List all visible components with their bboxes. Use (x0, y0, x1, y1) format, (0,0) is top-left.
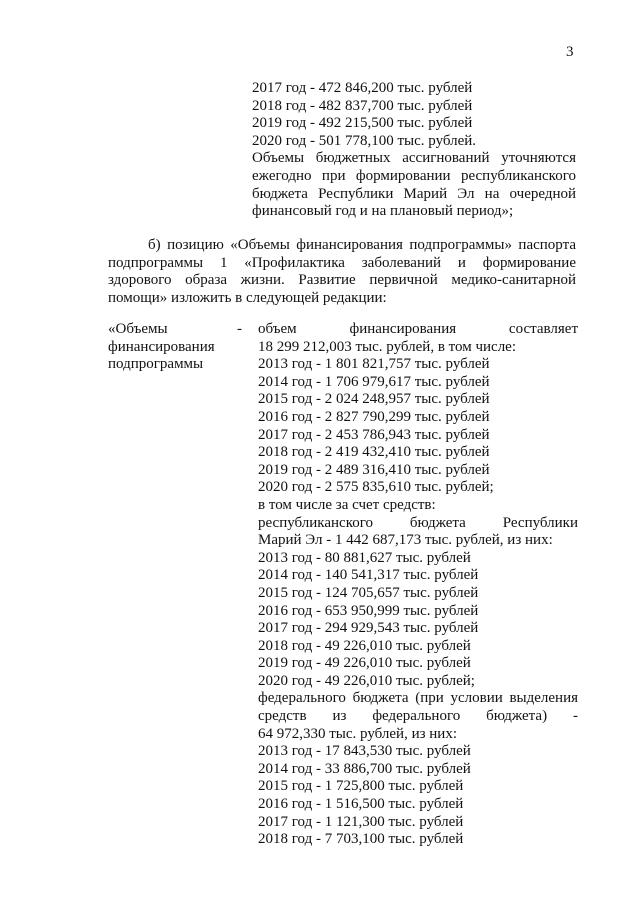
federal-line: 64 972,330 тыс. рублей, из них: (258, 725, 457, 742)
year-line: 2020 год - 501 778,100 тыс. рублей. (252, 132, 477, 149)
year-line: 2013 год - 80 881,627 тыс. рублей (258, 549, 471, 566)
year-line: 2014 год - 1 706 979,617 тыс. рублей (258, 373, 490, 390)
label-line: «Объемы (108, 321, 168, 337)
year-line: 2013 год - 1 801 821,757 тыс. рублей (258, 356, 490, 373)
year-line: 2020 год - 49 226,010 тыс. рублей; (258, 672, 475, 689)
year-line: 2016 год - 653 950,999 тыс. рублей (258, 602, 479, 619)
year-line: 2015 год - 1 725,800 тыс. рублей (258, 778, 464, 795)
paragraph-line: б) позицию «Объемы финансирования подпрограммы» паспорта (148, 237, 576, 253)
table-dash: - (237, 321, 242, 337)
table-label-column (108, 321, 238, 374)
including-label: в том числе за счет средств: (258, 496, 436, 513)
year-line: 2018 год - 2 419 432,410 тыс. рублей (258, 444, 490, 461)
year-line: 2019 год - 492 215,500 тыс. рублей (252, 115, 473, 132)
note-line: Объемы бюджетных ассигнований уточняются (252, 150, 576, 167)
year-line: 2018 год - 482 837,700 тыс. рублей (252, 97, 473, 114)
paragraph-line: помощи» изложить в следующей редакции: (108, 289, 387, 306)
year-line: 2019 год - 2 489 316,410 тыс. рублей (258, 461, 490, 478)
year-line: 2020 год - 2 575 835,610 тыс. рублей; (258, 479, 494, 496)
year-line: 2019 год - 49 226,010 тыс. рублей (258, 655, 471, 672)
total-line: 18 299 212,003 тыс. рублей, в том числе: (258, 338, 517, 355)
note-line: бюджета Республики Марий Эл на очередной (252, 185, 576, 202)
year-line: 2016 год - 1 516,500 тыс. рублей (258, 796, 464, 813)
year-line: 2014 год - 33 886,700 тыс. рублей (258, 760, 471, 777)
label-line: подпрограммы (108, 356, 204, 373)
year-line: 2016 год - 2 827 790,299 тыс. рублей (258, 408, 490, 425)
year-line: 2017 год - 1 121,300 тыс. рублей (258, 813, 464, 830)
table-value-column (258, 321, 578, 849)
note-line: ежегодно при формировании республиканского (252, 167, 576, 184)
year-line: 2013 год - 17 843,530 тыс. рублей (258, 743, 471, 760)
federal-line: средств из федерального бюджета) - (258, 708, 578, 725)
label-line: финансирования (108, 338, 215, 355)
year-line: 2018 год - 7 703,100 тыс. рублей (258, 831, 464, 848)
republican-line: Марий Эл - 1 442 687,173 тыс. рублей, из них: (258, 532, 553, 549)
top-funding-block (252, 80, 576, 221)
federal-line: федерального бюджета (при условии выделения (258, 690, 578, 707)
paragraph-b (108, 237, 576, 307)
year-line: 2018 год - 49 226,010 тыс. рублей (258, 637, 471, 654)
paragraph-line: подпрограммы 1 «Профилактика заболеваний и формирование (108, 254, 576, 271)
year-line: 2014 год - 140 541,317 тыс. рублей (258, 567, 479, 584)
note-line: финансовый год и на плановый период»; (252, 203, 514, 220)
total-line: объем финансирования составляет (258, 321, 578, 337)
republican-line: республиканского бюджета Республики (258, 514, 578, 531)
year-line: 2017 год - 472 846,200 тыс. рублей (252, 80, 473, 96)
year-line: 2015 год - 124 705,657 тыс. рублей (258, 584, 479, 601)
year-line: 2017 год - 2 453 786,943 тыс. рублей (258, 426, 490, 443)
paragraph-line: здорового образа жизни. Развитие первичной медико-санитарной (108, 272, 576, 289)
year-line: 2015 год - 2 024 248,957 тыс. рублей (258, 391, 490, 408)
page-number: 3 (566, 44, 574, 60)
year-line: 2017 год - 294 929,543 тыс. рублей (258, 620, 479, 637)
